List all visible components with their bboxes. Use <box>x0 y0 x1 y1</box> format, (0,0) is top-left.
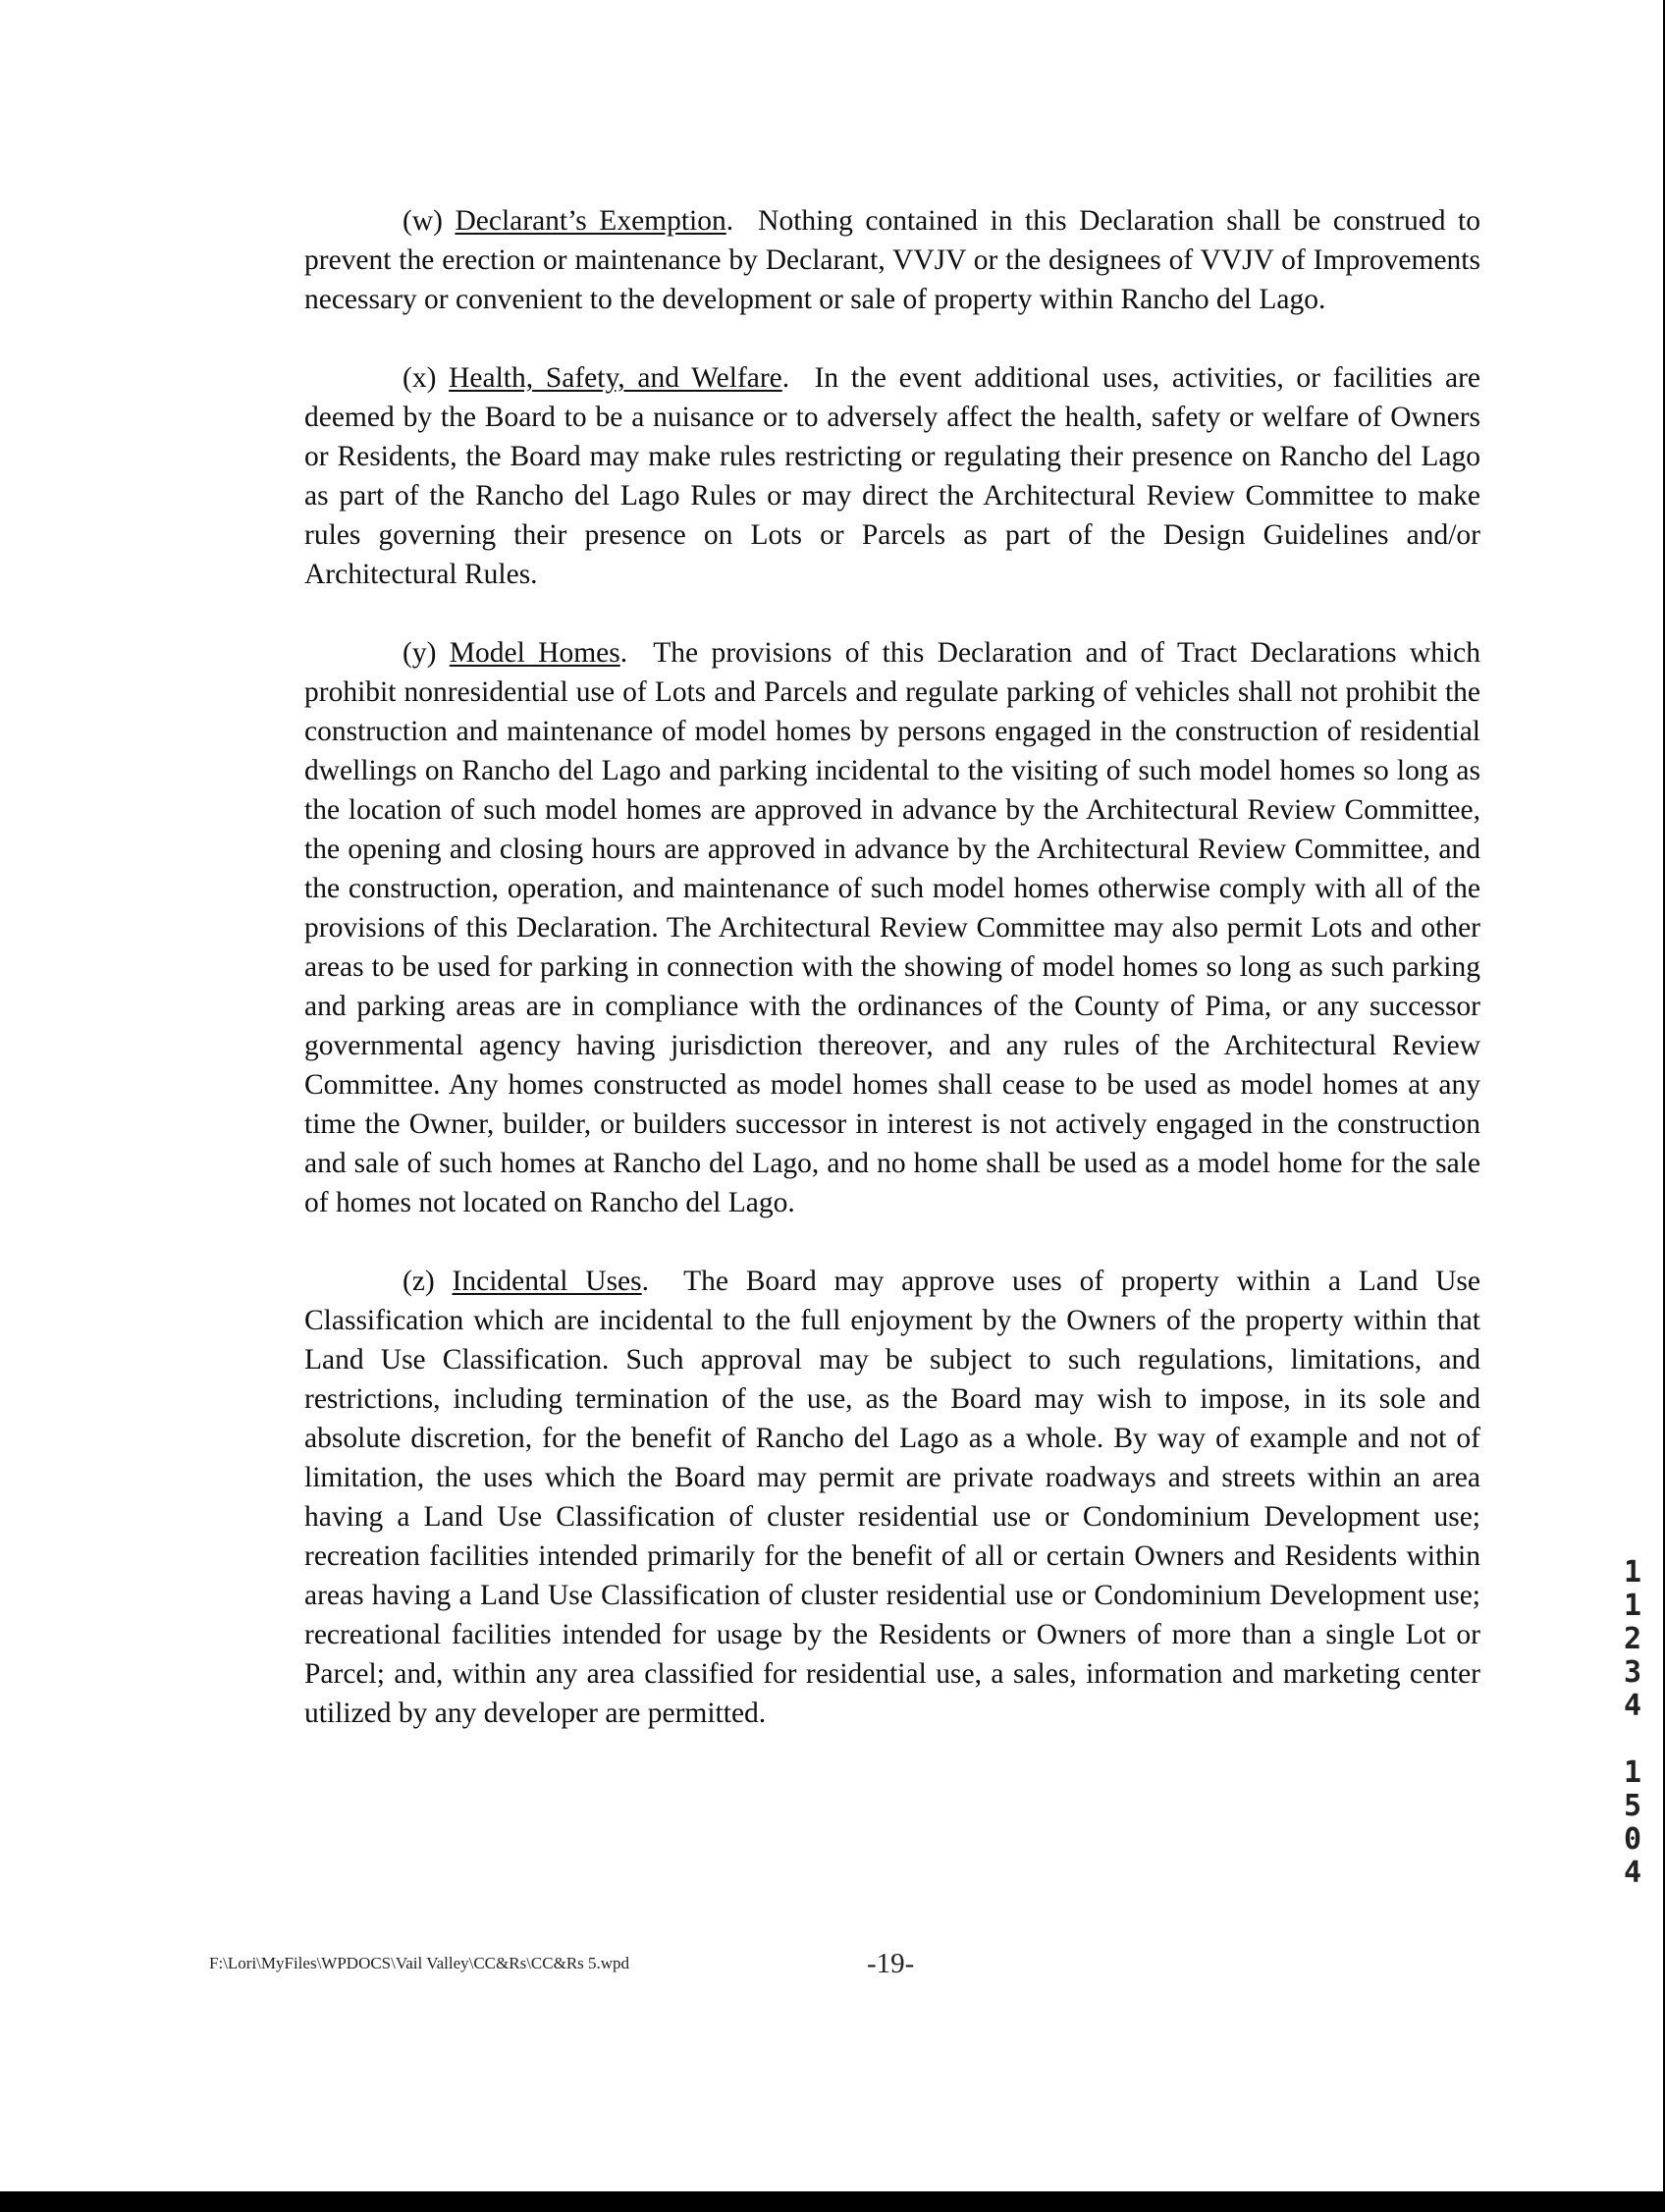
recording-book-digit: 4 <box>1623 1689 1642 1723</box>
paragraph-body: The provisions of this Declaration and of Tract Declarations which prohibit nonresidential use of Lots and Parcels and regulate parking of vehicles shall not prohibit the construction and maintenance of model homes by persons engaged in the construction of residential dwellings on Rancho del Lago and parking incidental to the visiting of such model homes so long as the location of such model homes are approved in advance by the Architectural Review Committee, the opening and closing hours are approved in advance by the Architectural Review Committee, and the construction, operation, and maintenance of such model homes otherwise comply with all of the provisions of this Declaration. The Architectural Review Committee may also permit Lots and other areas to be used for parking in connection with the showing of model homes so long as such parking and parking areas are in compliance with the ordinances of the County of Pima, or any successor governmental agency having jurisdiction thereover, and any rules of the Architectural Review Committee. Any homes constructed as model homes shall cease to be used as model homes at any time the Owner, builder, or builders successor in interest is not actively engaged in the construction and sale of such homes at Rancho del Lago, and no home shall be used as a model home for the sale of homes not located on Rancho del Lago. <box>304 637 1480 1218</box>
paragraph-label: (x) <box>403 362 437 394</box>
paragraph-body: In the event additional uses, activities, or facilities are deemed by the Board to be a nuisance or to adversely affect the health, safety or welfare of Owners or Residents, the Board may make rules restricting or regulating their presence on Rancho del Lago as part of the Rancho del Lago Rules or may direct the Architectural Review Committee to make rules governing their presence on Lots or Parcels as part of the Design Guidelines and/or Architectural Rules. <box>304 362 1480 590</box>
paragraph-heading: Model Homes <box>449 637 620 669</box>
recording-spacer <box>1618 1723 1647 1756</box>
paragraph-body: Nothing contained in this Declaration shall be construed to prevent the erection or maintenance by Declarant, VVJV or the designees of VVJV of Improvements necessary or convenient to the development or sale of property within Rancho del Lago. <box>304 205 1480 315</box>
recording-book-digit: 2 <box>1623 1622 1642 1656</box>
recording-page-digit: 0 <box>1623 1822 1642 1857</box>
paragraph-label: (z) <box>403 1266 435 1297</box>
recording-book-digit: 1 <box>1623 1555 1642 1590</box>
footer-file-path: F:\Lori\MyFiles\WPDOCS\Vail Valley\CC&Rs\CC&Rs 5.wpd <box>209 1954 630 1972</box>
recording-book-digit: 1 <box>1623 1589 1642 1623</box>
recording-book-digit: 3 <box>1623 1655 1642 1690</box>
paragraph-y: (y) Model Homes. The provisions of this Declaration and of Tract Declarations which prohibit nonresidential use of Lots and Parcels and regulate parking of vehicles shall not prohibit the construction and maintenance of model homes by persons engaged in the construction of residential dwellings on Rancho del Lago and parking incidental to the visiting of such model homes so long as the location of such model homes are approved in advance by the Architectural Review Committee, the opening and closing hours are approved in advance by the Architectural Review Committee, and the construction, operation, and maintenance of such model homes otherwise comply with all of the provisions of this Declaration. The Architectural Review Committee may also permit Lots and other areas to be used for parking in connection with the showing of model homes so long as such parking and parking areas are in compliance with the ordinances of the County of Pima, or any successor governmental agency having jurisdiction thereover, and any rules of the Architectural Review Committee. Any homes constructed as model homes shall cease to be used as model homes at any time the Owner, builder, or builders successor in interest is not actively engaged in the construction and sale of such homes at Rancho del Lago, and no home shall be used as a model home for the sale of homes not located on Rancho del Lago. <box>304 637 1480 1218</box>
paragraph-label: (y) <box>403 637 437 669</box>
page-body <box>304 201 1480 1772</box>
paragraph-label: (w) <box>403 205 443 237</box>
recording-page-digit: 1 <box>1623 1755 1642 1790</box>
paragraph-body: The Board may approve uses of property within a Land Use Classification which are incidental to the full enjoyment by the Owners of the property within that Land Use Classification. Such approval may be subject to such regulations, limitations, and restrictions, including termination of the use, as the Board may wish to impose, in its sole and absolute discretion, for the benefit of Rancho del Lago as a whole. By way of example and not of limitation, the uses which the Board may permit are private roadways and streets within an area having a Land Use Classification of cluster residential use or Condominium Development use; recreation facilities intended primarily for the benefit of all or certain Owners and Residents within areas having a Land Use Classification of cluster residential use or Condominium Development use; recreational facilities intended for usage by the Residents or Owners of more than a single Lot or Parcel; and, within any area classified for residential use, a sales, information and marketing center utilized by any developer are permitted. <box>304 1266 1480 1729</box>
paragraph-heading: Health, Safety, and Welfare <box>449 362 782 394</box>
paragraph-x: (x) Health, Safety, and Welfare. In the event additional uses, activities, or facilities are deemed by the Board to be a nuisance or to adversely affect the health, safety or welfare of Owners or Residents, the Board may make rules restricting or regulating their presence on Rancho del Lago as part of the Rancho del Lago Rules or may direct the Architectural Review Committee to make rules governing their presence on Lots or Parcels as part of the Design Guidelines and/or Architectural Rules. <box>304 362 1480 590</box>
recording-number-stamp <box>1618 1556 1647 1890</box>
paragraph-heading: Declarant’s Exemption <box>455 205 726 237</box>
paragraph-z: (z) Incidental Uses. The Board may approve uses of property within a Land Use Classification which are incidental to the full enjoyment by the Owners of the property within that Land Use Classification. Such approval may be subject to such regulations, limitations, and restrictions, including termination of the use, as the Board may wish to impose, in its sole and absolute discretion, for the benefit of Rancho del Lago as a whole. By way of example and not of limitation, the uses which the Board may permit are private roadways and streets within an area having a Land Use Classification of cluster residential use or Condominium Development use; recreation facilities intended primarily for the benefit of all or certain Owners and Residents within areas having a Land Use Classification of cluster residential use or Condominium Development use; recreational facilities intended for usage by the Residents or Owners of more than a single Lot or Parcel; and, within any area classified for residential use, a sales, information and marketing center utilized by any developer are permitted. <box>304 1266 1480 1729</box>
paragraph-w: (w) Declarant’s Exemption. Nothing contained in this Declaration shall be construed to prevent the erection or maintenance by Declarant, VVJV or the designees of VVJV of Improvements necessary or convenient to the development or sale of property within Rancho del Lago. <box>304 205 1480 315</box>
paragraph-heading: Incidental Uses <box>452 1266 642 1297</box>
recording-page-digit: 4 <box>1623 1856 1642 1890</box>
recording-page-digit: 5 <box>1623 1789 1642 1823</box>
page-number: -19- <box>867 1948 915 1979</box>
